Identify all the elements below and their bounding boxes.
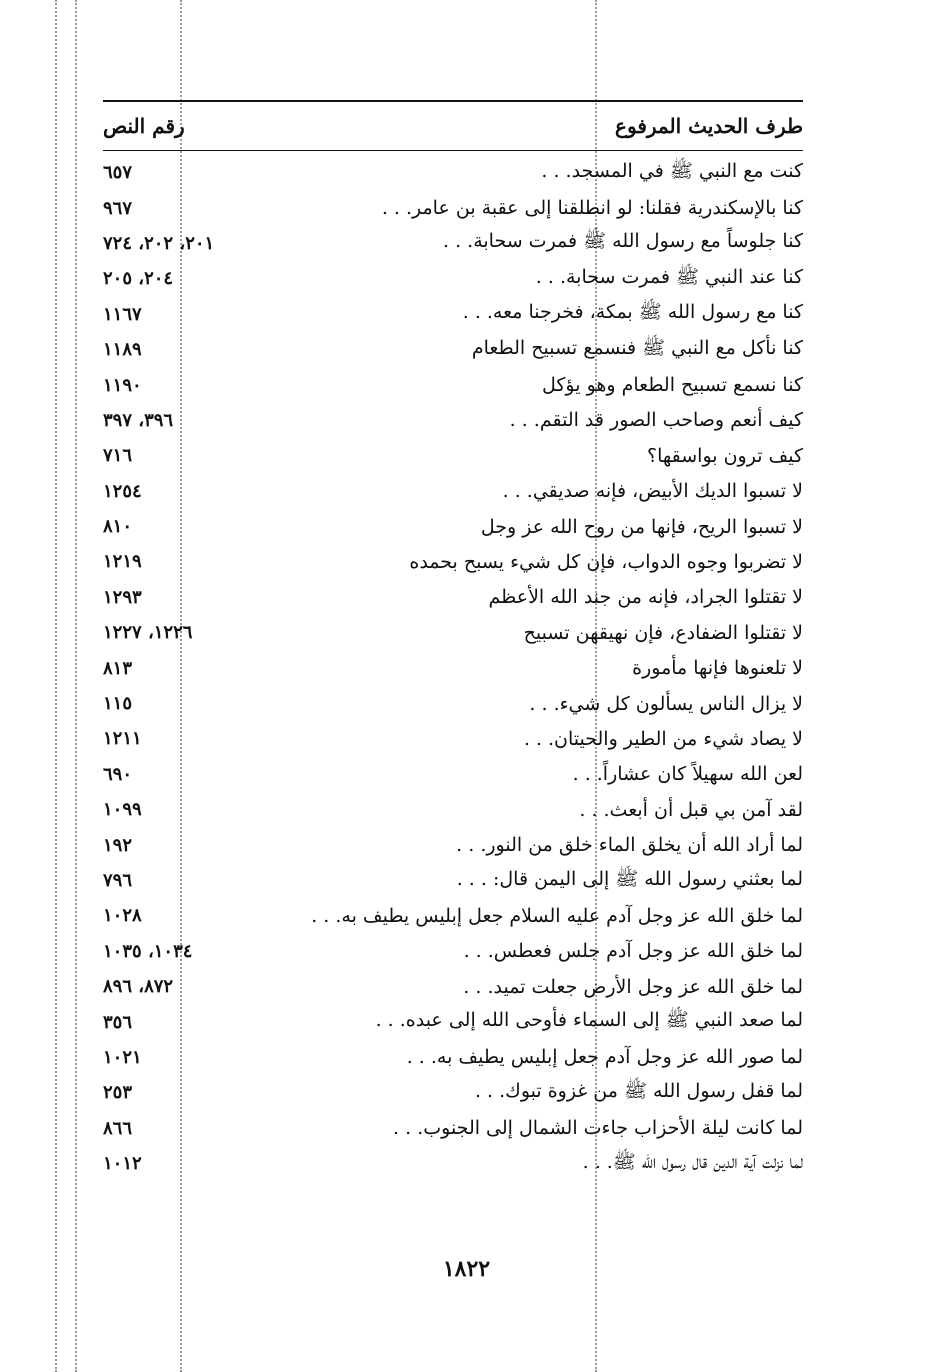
hadith-incipit: لا تقتلوا الضفادع، فإن نهيقهن تسبيح	[523, 621, 803, 644]
hadith-incipit: لما خلق الله عز وجل آدم عليه السلام جعل إبليس يطيف به. . .	[311, 904, 803, 927]
text-number: ١٠١٢	[103, 1153, 142, 1175]
header-rule	[103, 150, 803, 151]
text-number: ٨١٣	[103, 657, 133, 679]
column-header-ref: رقم النص	[103, 114, 185, 138]
hadith-incipit: لما صعد النبي ﷺ إلى السماء فأوحى الله إلى عبده. . .	[375, 1009, 803, 1032]
list-item	[103, 1004, 803, 1039]
list-item	[103, 155, 803, 190]
text-number: ٢٠١، ٢٠٢، ٧٢٤	[103, 232, 215, 254]
hadith-incipit: لما أراد الله أن يخلق الماء خلق من النور. . .	[456, 834, 803, 857]
hadith-incipit: لا تسبوا الديك الأبيض، فإنه صديقي. . .	[502, 480, 803, 503]
list-item	[103, 792, 803, 827]
text-number: ١٠٢٨	[103, 905, 142, 927]
text-number: ٨٦٦	[103, 1117, 133, 1139]
list-item	[103, 827, 803, 862]
list-item	[103, 332, 803, 367]
scan-dotted-line	[75, 0, 77, 1372]
list-item	[103, 898, 803, 933]
text-number: ١٢١١	[103, 728, 142, 750]
hadith-incipit: لقد آمن بي قبل أن أبعث. . .	[579, 798, 803, 821]
list-item	[103, 367, 803, 402]
list-item	[103, 615, 803, 650]
text-number: ٨١٠	[103, 516, 133, 538]
text-number: ١١٦٧	[103, 303, 142, 325]
scan-dotted-line	[55, 0, 57, 1372]
list-item	[103, 1040, 803, 1075]
hadith-incipit: لما نزلت آية الدين قال رسول الله ﷺ. . .	[582, 1150, 803, 1173]
hadith-incipit: كنا نأكل مع النبي ﷺ فنسمع تسبيح الطعام	[471, 336, 803, 359]
list-item	[103, 226, 803, 261]
list-item	[103, 509, 803, 544]
hadith-incipit: لما بعثني رسول الله ﷺ إلى اليمن قال: . . .	[456, 867, 803, 890]
hadith-incipit: لا يزال الناس يسألون كل شيء. . .	[529, 692, 803, 715]
list-item	[103, 580, 803, 615]
list-item	[103, 757, 803, 792]
text-number: ١٠٩٩	[103, 799, 142, 821]
hadith-incipit: لا تلعنوها فإنها مأمورة	[632, 657, 803, 680]
hadith-incipit: كنت مع النبي ﷺ في المسجد. . .	[541, 159, 803, 182]
list-item	[103, 1111, 803, 1146]
hadith-incipit: لما كانت ليلة الأحزاب جاءت الشمال إلى الجنوب. . .	[393, 1117, 803, 1140]
hadith-incipit: كيف ترون بواسقها؟	[647, 444, 803, 467]
text-number: ١٠٢١	[103, 1046, 142, 1068]
text-number: ٩٦٧	[103, 197, 133, 219]
text-number: ٣٥٦	[103, 1011, 133, 1033]
list-item	[103, 686, 803, 721]
index-page	[103, 100, 803, 1181]
list-item	[103, 474, 803, 509]
text-number: ١٠٣٤، ١٠٣٥	[103, 940, 193, 962]
hadith-incipit: كيف أنعم وصاحب الصور قد التقم. . .	[509, 409, 803, 432]
text-number: ٦٥٧	[103, 162, 133, 184]
text-number: ٢٥٣	[103, 1082, 133, 1104]
hadith-incipit: لعن الله سهيلاً كان عشاراً. . .	[572, 763, 803, 786]
list-item	[103, 297, 803, 332]
text-number: ٣٩٦، ٣٩٧	[103, 409, 174, 431]
hadith-incipit: كنا جلوساً مع رسول الله ﷺ فمرت سحابة. . .	[443, 230, 803, 253]
hadith-incipit: لا يصاد شيء من الطير والحيتان. . .	[523, 727, 803, 750]
hadith-incipit: كنا مع رسول الله ﷺ بمكة، فخرجنا معه. . .	[462, 301, 803, 324]
list-item	[103, 261, 803, 296]
hadith-incipit: لما خلق الله عز وجل آدم جلس فعطس. . .	[463, 940, 803, 963]
list-item	[103, 969, 803, 1004]
column-header-hadith: طرف الحديث المرفوع	[615, 114, 803, 138]
hadith-incipit: كنا بالإسكندرية فقلنا: لو انطلقنا إلى عقبة بن عامر. . .	[381, 197, 803, 220]
list-item	[103, 721, 803, 756]
hadith-incipit: كنا عند النبي ﷺ فمرت سحابة. . .	[535, 265, 803, 288]
page-number: ١٨٢٢	[442, 1256, 491, 1282]
table-header	[103, 102, 803, 150]
hadith-incipit: لما قفل رسول الله ﷺ من غزوة تبوك. . .	[474, 1079, 803, 1102]
text-number: ٦٩٠	[103, 763, 133, 785]
text-number: ٢٠٤، ٢٠٥	[103, 268, 174, 290]
text-number: ١١٩٠	[103, 374, 142, 396]
text-number: ١١٥	[103, 693, 133, 715]
hadith-incipit: كنا نسمع تسبيح الطعام وهو يؤكل	[542, 374, 803, 397]
text-number: ١٢١٩	[103, 551, 142, 573]
text-number: ٧١٦	[103, 445, 133, 467]
list-item	[103, 403, 803, 438]
list-item	[103, 438, 803, 473]
hadith-incipit: لما خلق الله عز وجل الأرض جعلت تميد. . .	[463, 975, 803, 998]
hadith-incipit: لا تسبوا الريح، فإنها من روح الله عز وجل	[480, 515, 803, 538]
list-item	[103, 1075, 803, 1110]
list-item	[103, 863, 803, 898]
entries-list	[103, 155, 803, 1181]
list-item	[103, 1146, 803, 1181]
text-number: ١٩٢	[103, 834, 133, 856]
text-number: ١١٨٩	[103, 339, 142, 361]
list-item	[103, 190, 803, 225]
hadith-incipit: لا تضربوا وجوه الدواب، فإن كل شيء يسبح بحمده	[409, 550, 803, 573]
text-number: ٧٩٦	[103, 870, 133, 891]
list-item	[103, 934, 803, 969]
text-number: ١٢٥٤	[103, 480, 142, 502]
list-item	[103, 650, 803, 685]
text-number: ١٢٩٣	[103, 586, 142, 608]
hadith-incipit: لا تقتلوا الجراد، فإنه من جند الله الأعظم	[488, 586, 803, 609]
list-item	[103, 544, 803, 579]
hadith-incipit: لما صور الله عز وجل آدم جعل إبليس يطيف به. . .	[406, 1046, 803, 1069]
text-number: ٨٧٢، ٨٩٦	[103, 976, 174, 998]
text-number: ١٢٢٦، ١٢٢٧	[103, 622, 193, 644]
